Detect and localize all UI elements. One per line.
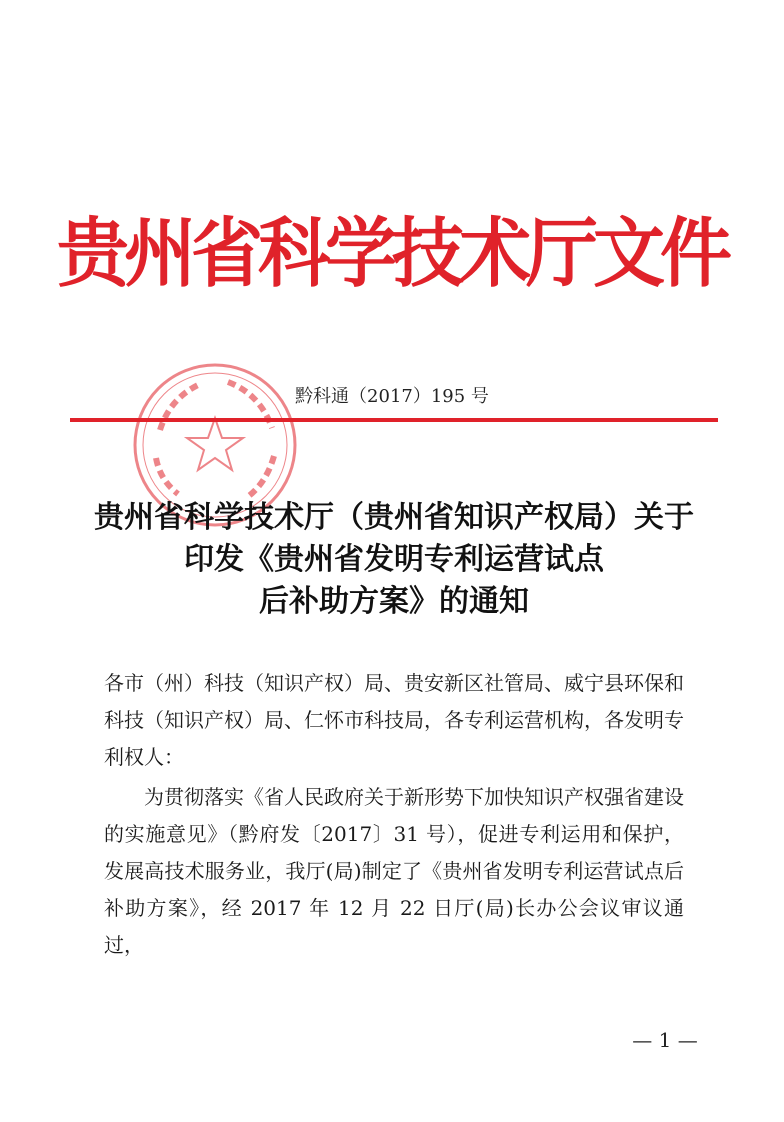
title-line: 贵州省科学技术厅（贵州省知识产权局）关于 [94, 500, 694, 535]
title-line: 后补助方案》的通知 [259, 584, 529, 619]
notice-body [104, 665, 684, 964]
document-header-title: 贵州省科学技术厅文件 [56, 208, 727, 298]
red-divider-line [70, 418, 718, 422]
body-paragraph: 为贯彻落实《省人民政府关于新形势下加快知识产权强省建设的实施意见》（黔府发〔2017〕31 号），促进专利运用和保护，发展高技术服务业，我厅(局)制定了《贵州省发明专利运营试点后补助方案》，经 2017 年 12 月 22 日厅(局)长办公会议审议通过， [104, 785, 684, 957]
page-number: — 1 — [632, 1028, 698, 1052]
notice-title [70, 497, 718, 623]
title-line: 印发《贵州省发明专利运营试点 [184, 542, 604, 577]
addressees: 各市（州）科技（知识产权）局、贵安新区社管局、威宁县环保和科技（知识产权）局、仁怀市科技局，各专利运营机构，各发明专利权人： [104, 671, 684, 769]
document-number: 黔科通（2017）195 号 [295, 386, 489, 407]
